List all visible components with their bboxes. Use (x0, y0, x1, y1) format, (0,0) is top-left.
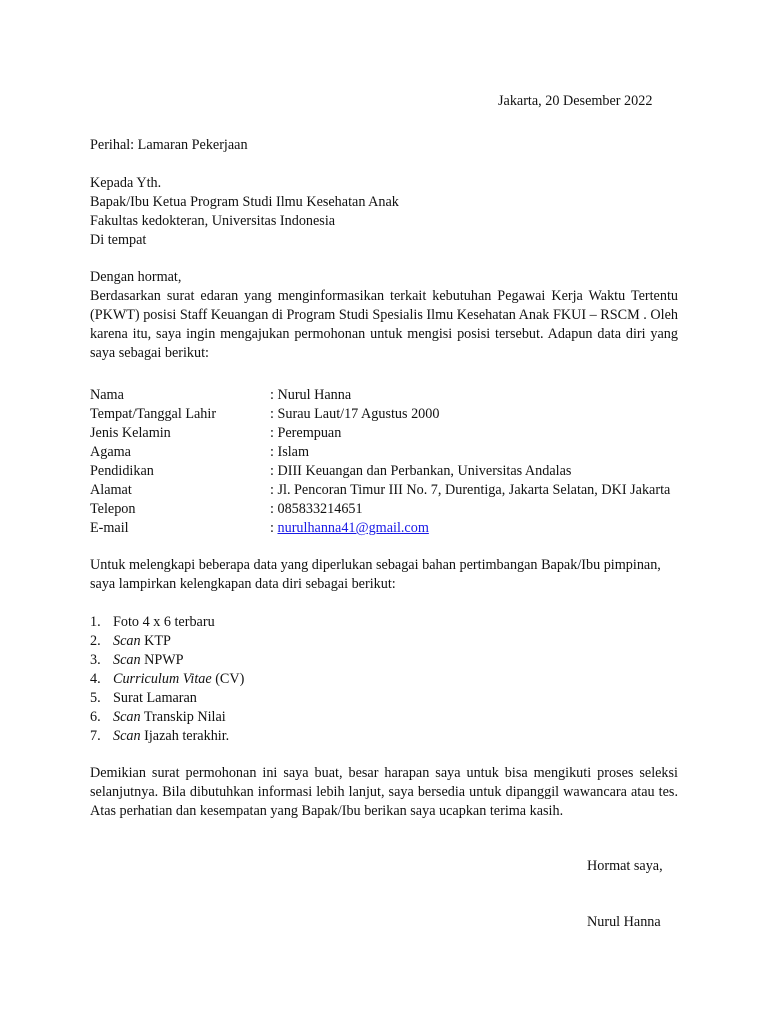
data-value: : Perempuan (270, 425, 342, 441)
closing-paragraph: Demikian surat permohonan ini saya buat, besar harapan saya untuk bisa mengikuti proses seleksi selanjutnya. Bila dibutuhkan informasi lebih lanjut, saya bersedia untuk dipanggil wawancara atau tes. Atas perhatian dan kesempatan yang Bapak/Ibu berikan saya ucapkan terima kasih. (90, 765, 678, 819)
recipient-line: Kepada Yth. (90, 175, 162, 191)
list-text (113, 670, 244, 689)
list-plain: Foto 4 x 6 terbaru (113, 614, 215, 630)
list-text (113, 727, 229, 746)
list-plain: (CV) (211, 671, 245, 687)
data-label: Nama (90, 387, 124, 403)
data-row-address (90, 481, 690, 500)
email-prefix: : (270, 520, 278, 536)
data-label: Jenis Kelamin (90, 425, 171, 441)
list-number: 4. (90, 671, 101, 687)
list-number: 6. (90, 709, 101, 725)
list-plain: KTP (140, 633, 171, 649)
data-label: Pendidikan (90, 463, 154, 479)
intro-paragraph: Berdasarkan surat edaran yang menginformasikan terkait kebutuhan Pegawai Kerja Waktu Tertentu (PKWT) posisi Staff Keuangan di Program Studi Spesialis Ilmu Kesehatan Anak FKUI – RSCM . Oleh karena itu, saya ingin mengajukan permohonan untuk mengisi posisi tersebut. Adapun data diri yang saya sebagai berikut: (90, 288, 678, 361)
list-number: 2. (90, 633, 101, 649)
data-row-gender (90, 424, 690, 443)
recipient-line: Bapak/Ibu Ketua Program Studi Ilmu Kesehatan Anak (90, 194, 399, 210)
data-row-education (90, 462, 690, 481)
email-link[interactable]: nurulhanna41@gmail.com (277, 520, 429, 536)
list-number: 5. (90, 690, 101, 706)
data-label: Telepon (90, 501, 136, 517)
data-label: Tempat/Tanggal Lahir (90, 406, 217, 422)
data-label: E-mail (90, 520, 129, 536)
list-plain: Ijazah terakhir. (140, 728, 230, 744)
data-row-birth (90, 405, 690, 424)
list-number: 7. (90, 728, 101, 744)
data-row-nama (90, 386, 690, 405)
attachment-intro: Untuk melengkapi beberapa data yang diperlukan sebagai bahan pertimbangan Bapak/Ibu pimpinan, saya lampirkan kelengkapan data diri sebagai berikut: (90, 557, 661, 592)
list-italic: Scan (113, 709, 141, 725)
list-plain: Transkip Nilai (140, 709, 226, 725)
data-value: : Islam (270, 444, 310, 460)
list-italic: Curriculum Vitae (113, 671, 212, 687)
data-value: : Jl. Pencoran Timur III No. 7, Durentiga, Jakarta Selatan, DKI Jakarta (270, 482, 671, 498)
list-text (113, 613, 215, 632)
list-text (113, 651, 184, 670)
letter-date: Jakarta, 20 Desember 2022 (498, 93, 653, 109)
recipient-line: Fakultas kedokteran, Universitas Indonesia (90, 213, 336, 229)
list-italic: Scan (113, 633, 141, 649)
list-number: 1. (90, 614, 101, 630)
signature-name: Nurul Hanna (587, 914, 661, 930)
data-row-religion (90, 443, 690, 462)
list-text (113, 708, 226, 727)
data-label: Alamat (90, 482, 132, 498)
data-value: : Nurul Hanna (270, 387, 352, 403)
list-plain: NPWP (140, 652, 184, 668)
data-row-email (90, 519, 690, 538)
list-text (113, 689, 197, 708)
data-value: : Surau Laut/17 Agustus 2000 (270, 406, 440, 422)
data-row-phone (90, 500, 690, 519)
recipient-line: Di tempat (90, 232, 147, 248)
list-number: 3. (90, 652, 101, 668)
recipient-block (90, 174, 399, 250)
greeting: Dengan hormat, (90, 269, 182, 285)
list-italic: Scan (113, 652, 141, 668)
list-italic: Scan (113, 728, 141, 744)
data-label: Agama (90, 444, 131, 460)
data-value-email (270, 519, 429, 538)
signoff: Hormat saya, (587, 858, 663, 874)
list-text (113, 632, 171, 651)
letter-subject: Perihal: Lamaran Pekerjaan (90, 137, 248, 153)
list-plain: Surat Lamaran (113, 690, 197, 706)
data-value: : 085833214651 (270, 501, 363, 517)
data-value: : DIII Keuangan dan Perbankan, Universitas Andalas (270, 463, 572, 479)
